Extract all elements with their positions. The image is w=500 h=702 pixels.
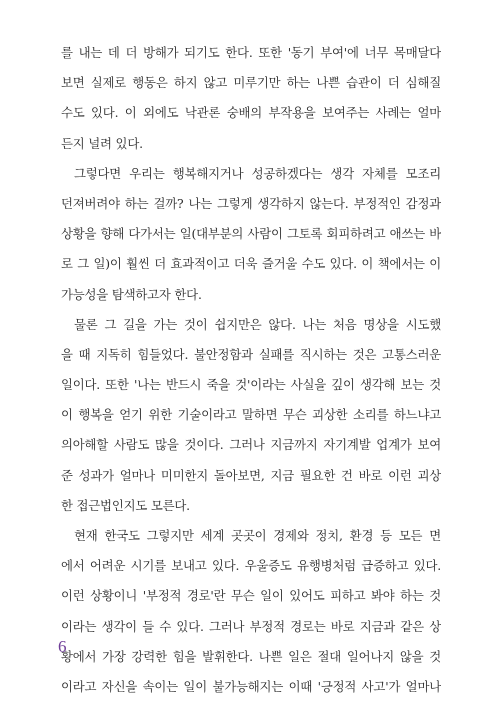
text-line-22: 이라고 자신을 속이는 일이 불가능해지는 이때 '긍정적 사고'가 얼마나 <box>61 678 441 694</box>
text-line-21: 황에서 가장 강력한 힘을 발휘한다. 나쁜 일은 절대 일어나지 않을 것 <box>61 648 441 664</box>
text-line-12: 일이다. 또한 '나는 반드시 죽을 것'이라는 사실을 깊이 생각해 보는 것 <box>61 377 441 393</box>
text-line-8: 로 그 일)이 훨씬 더 효과적이고 더욱 즐거울 수도 있다. 이 책에서는 이 <box>61 256 441 272</box>
body-text <box>61 38 441 702</box>
text-line-10: 물론 그 길을 가는 것이 쉽지만은 않다. 나는 처음 명상을 시도했 <box>74 316 441 332</box>
text-line-13: 이 행복을 얻기 위한 기술이라고 말하면 무슨 괴상한 소리를 하느냐고 <box>61 407 441 423</box>
text-line-19: 이런 상황이니 '부정적 경로'란 무슨 일이 있어도 피하고 봐야 하는 것 <box>61 588 441 604</box>
page-number: 6 <box>58 637 67 656</box>
text-line-5: 그렇다면 우리는 행복해지거나 성공하겠다는 생각 자체를 모조리 <box>74 165 441 181</box>
text-line-6: 던져버려야 하는 걸까? 나는 그렇게 생각하지 않는다. 부정적인 감정과 <box>61 195 441 211</box>
text-line-7: 상황을 향해 다가서는 일(대부분의 사람이 그토록 회피하려고 애쓰는 바 <box>61 226 441 242</box>
text-line-17: 현재 한국도 그렇지만 세계 곳곳이 경제와 정치, 환경 등 모든 면 <box>74 528 441 543</box>
text-line-1: 를 내는 데 더 방해가 되기도 한다. 또한 '동기 부여'에 너무 목매달다 <box>61 45 441 60</box>
text-line-2: 보면 실제로 행동은 하지 않고 미루기만 하는 나쁜 습관이 더 심해질 <box>61 75 441 91</box>
text-line-14: 의아해할 사람도 많을 것이다. 그러나 지금까지 자기계발 업계가 보여 <box>61 437 441 453</box>
text-line-16: 한 접근법인지도 모른다. <box>61 497 190 513</box>
text-line-15: 준 성과가 얼마나 미미한지 돌아보면, 지금 필요한 건 바로 이런 괴상 <box>61 467 441 483</box>
text-line-20: 이라는 생각이 들 수 있다. 그러나 부정적 경로는 바로 지금과 같은 상 <box>61 618 441 634</box>
text-line-3: 수도 있다. 이 외에도 낙관론 숭배의 부작용을 보여주는 사례는 얼마 <box>61 105 441 121</box>
text-line-4: 든지 널려 있다. <box>61 135 143 151</box>
text-line-18: 에서 어려운 시기를 보내고 있다. 우울증도 유행병처럼 급증하고 있다. <box>61 558 441 574</box>
text-line-11: 을 때 지독히 힘들었다. 불안정함과 실패를 직시하는 것은 고통스러운 <box>61 346 441 362</box>
text-line-9: 가능성을 탐색하고자 한다. <box>61 286 202 302</box>
